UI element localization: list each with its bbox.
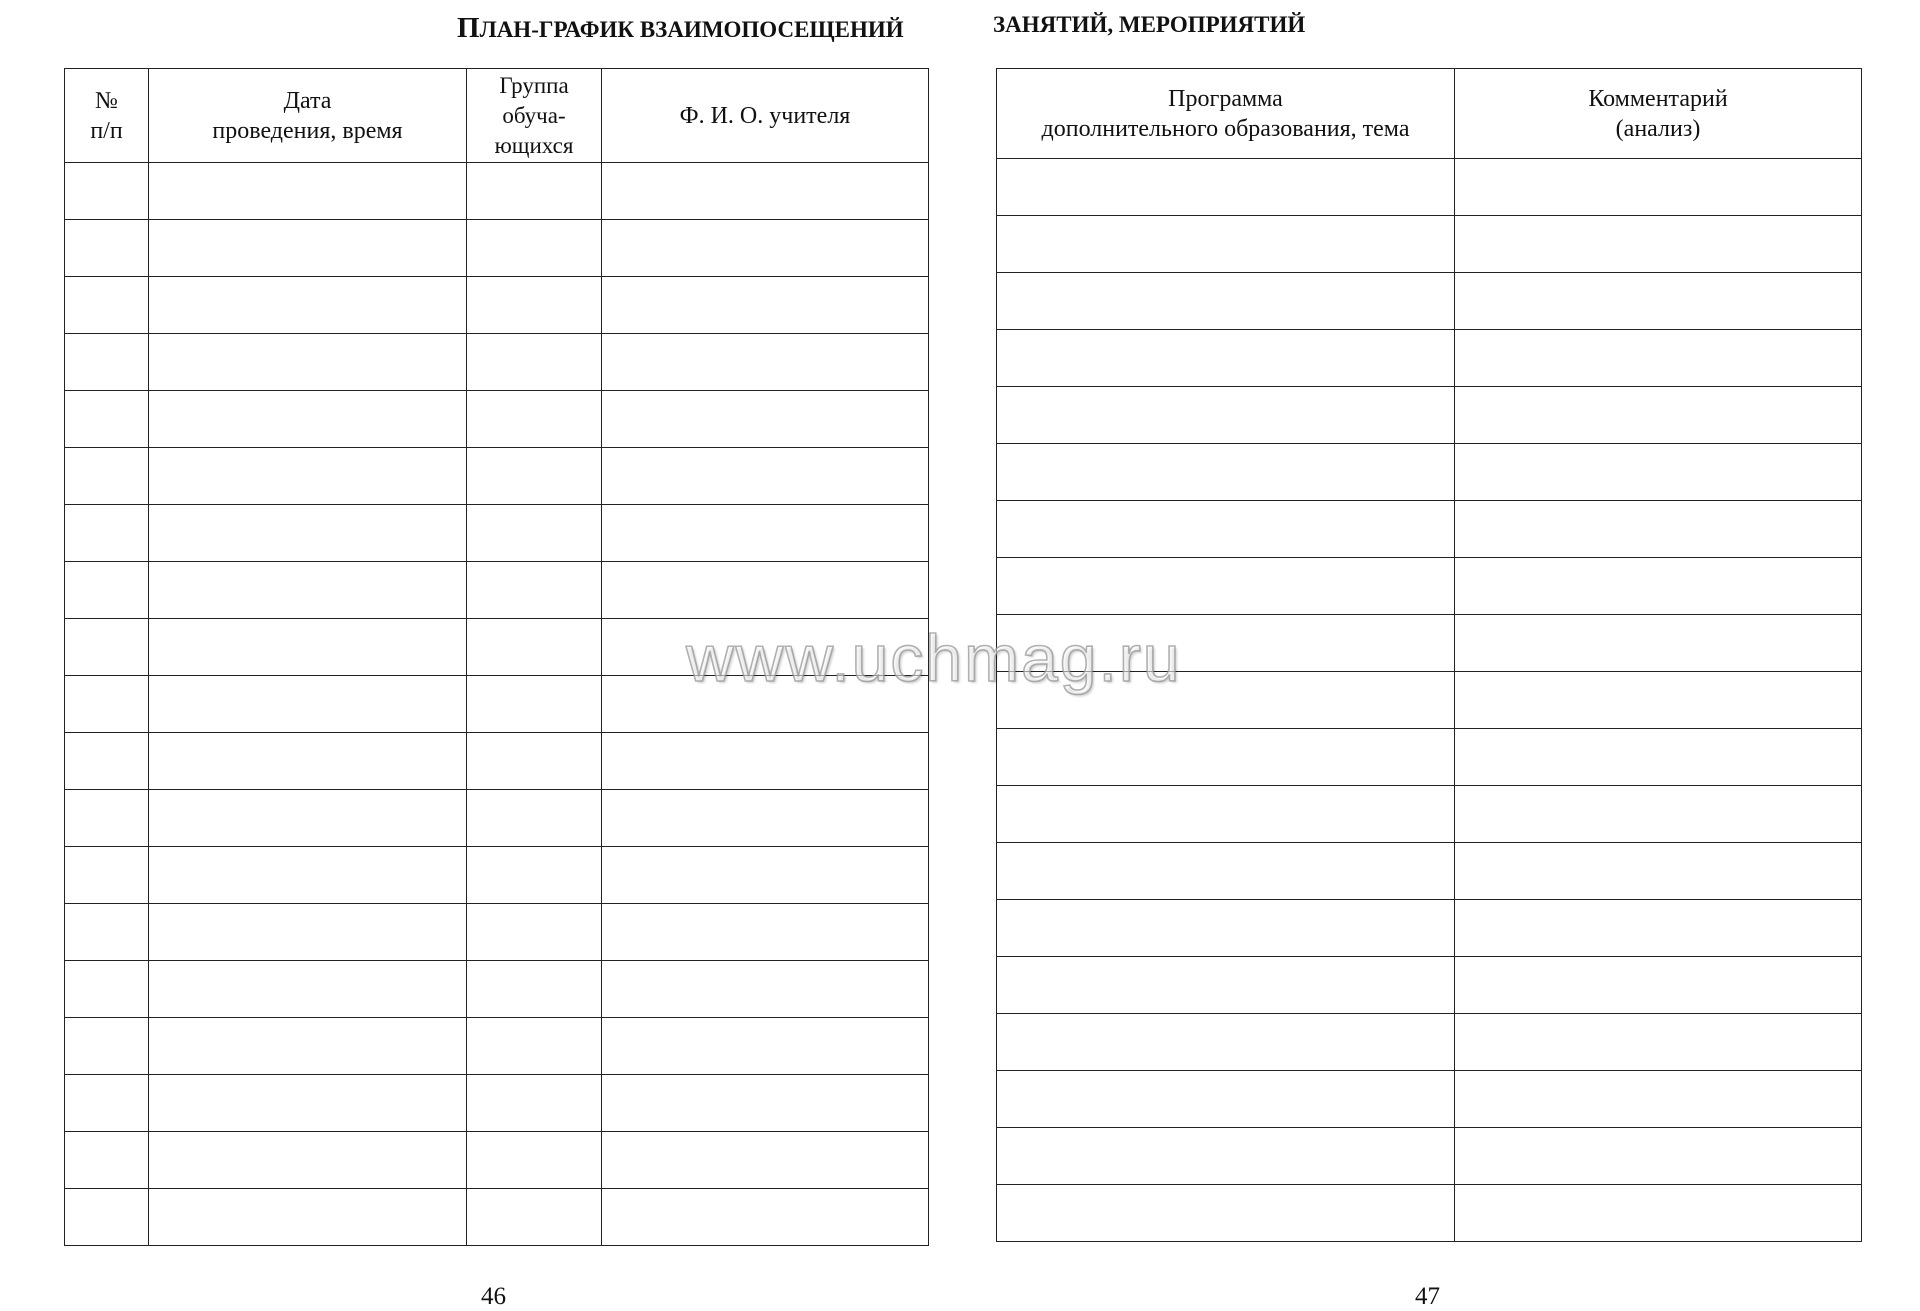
- left-table-cell[interactable]: [149, 961, 467, 1018]
- left-table-cell[interactable]: [149, 505, 467, 562]
- right-table-row: [997, 330, 1862, 387]
- left-table-cell[interactable]: [467, 1075, 602, 1132]
- column-header-program: [997, 69, 1455, 159]
- left-table-cell[interactable]: [149, 790, 467, 847]
- left-table-cell[interactable]: [149, 562, 467, 619]
- left-table-cell[interactable]: [467, 163, 602, 220]
- right-table-cell[interactable]: [1455, 1185, 1862, 1242]
- left-table-cell[interactable]: [65, 334, 149, 391]
- left-page-number: 46: [481, 1283, 506, 1310]
- left-table-row: [65, 163, 929, 220]
- left-table-cell[interactable]: [467, 334, 602, 391]
- left-table-cell[interactable]: [65, 220, 149, 277]
- watermark: www.uchmag.ru: [686, 621, 1182, 695]
- left-table-cell[interactable]: [602, 1189, 929, 1246]
- right-table-cell[interactable]: [1455, 330, 1862, 387]
- right-table-cell[interactable]: [1455, 729, 1862, 786]
- left-table-cell[interactable]: [149, 1075, 467, 1132]
- left-table-cell[interactable]: [149, 676, 467, 733]
- left-table-row: [65, 220, 929, 277]
- left-table-cell[interactable]: [65, 1132, 149, 1189]
- right-table-cell[interactable]: [1455, 672, 1862, 729]
- left-table-cell[interactable]: [65, 277, 149, 334]
- left-schedule-table: [64, 68, 929, 1246]
- left-table-cell[interactable]: [602, 163, 929, 220]
- left-table-cell[interactable]: [602, 334, 929, 391]
- column-header-teacher-line1: Ф. И. О. учителя: [679, 102, 851, 129]
- right-table-cell[interactable]: [997, 957, 1455, 1014]
- right-table-cell[interactable]: [1455, 273, 1862, 330]
- right-table-row: [997, 786, 1862, 843]
- right-table-cell[interactable]: [1455, 1014, 1862, 1071]
- left-table-row: [65, 334, 929, 391]
- right-table-cell[interactable]: [1455, 558, 1862, 615]
- left-table-cell[interactable]: [602, 1132, 929, 1189]
- left-table-row: [65, 904, 929, 961]
- left-table-cell[interactable]: [467, 904, 602, 961]
- column-header-number-line1: №: [95, 87, 118, 114]
- left-table-cell[interactable]: [467, 619, 602, 676]
- left-table-cell[interactable]: [602, 448, 929, 505]
- left-table-cell[interactable]: [65, 1075, 149, 1132]
- left-table-row: [65, 790, 929, 847]
- left-table-cell[interactable]: [65, 448, 149, 505]
- left-table-cell[interactable]: [467, 277, 602, 334]
- right-table-cell[interactable]: [997, 558, 1455, 615]
- right-table-cell[interactable]: [1455, 843, 1862, 900]
- right-table-cell[interactable]: [997, 273, 1455, 330]
- left-table-row: [65, 847, 929, 904]
- right-table-cell[interactable]: [997, 900, 1455, 957]
- left-table-cell[interactable]: [149, 1189, 467, 1246]
- right-table-cell[interactable]: [1455, 216, 1862, 273]
- column-header-group-line2: обуча-: [502, 102, 566, 128]
- left-table-cell[interactable]: [149, 391, 467, 448]
- right-table-row: [997, 216, 1862, 273]
- left-table-cell[interactable]: [467, 733, 602, 790]
- column-header-group-line3: ющихся: [494, 132, 574, 158]
- right-table-cell[interactable]: [997, 1071, 1455, 1128]
- left-table-row: [65, 448, 929, 505]
- left-table-cell[interactable]: [65, 733, 149, 790]
- left-page-title: ПЛАН-ГРАФИК ВЗАИМОПОСЕЩЕНИЙ: [457, 12, 904, 44]
- left-table-row: [65, 277, 929, 334]
- right-table-row: [997, 615, 1862, 672]
- left-table-cell[interactable]: [602, 562, 929, 619]
- left-table-cell[interactable]: [149, 619, 467, 676]
- left-table-cell[interactable]: [65, 847, 149, 904]
- left-table-body: [65, 163, 929, 1246]
- right-table-row: [997, 957, 1862, 1014]
- left-table-cell[interactable]: [602, 505, 929, 562]
- right-table-cell[interactable]: [997, 615, 1455, 672]
- left-table-row: [65, 1075, 929, 1132]
- left-table-cell[interactable]: [149, 904, 467, 961]
- left-table-cell[interactable]: [149, 334, 467, 391]
- right-table-row: [997, 1014, 1862, 1071]
- right-table-row: [997, 387, 1862, 444]
- left-table-cell[interactable]: [467, 505, 602, 562]
- right-table-cell[interactable]: [997, 159, 1455, 216]
- left-table-cell[interactable]: [149, 1132, 467, 1189]
- left-table-cell[interactable]: [467, 676, 602, 733]
- right-table-cell[interactable]: [997, 1128, 1455, 1185]
- right-table-row: [997, 729, 1862, 786]
- column-header-comment-line1: Комментарий: [1588, 85, 1728, 112]
- left-table-cell[interactable]: [65, 961, 149, 1018]
- right-table-row: [997, 501, 1862, 558]
- right-table-cell[interactable]: [997, 216, 1455, 273]
- left-table-cell[interactable]: [602, 1075, 929, 1132]
- column-header-group-line1: Группа: [499, 72, 569, 98]
- right-table-cell[interactable]: [997, 729, 1455, 786]
- column-header-comment: [1455, 69, 1862, 159]
- right-table-row: [997, 444, 1862, 501]
- left-table-cell[interactable]: [149, 448, 467, 505]
- column-header-date: [149, 69, 467, 163]
- left-table-cell[interactable]: [602, 277, 929, 334]
- right-table-row: [997, 1071, 1862, 1128]
- left-table-cell[interactable]: [602, 961, 929, 1018]
- column-header-teacher: [602, 69, 929, 163]
- column-header-program-line1: Программа: [1168, 85, 1283, 112]
- right-schedule-table: [996, 68, 1862, 1242]
- left-table-cell[interactable]: [602, 220, 929, 277]
- left-table-cell[interactable]: [602, 391, 929, 448]
- left-table-row: [65, 1189, 929, 1246]
- column-header-number: [65, 69, 149, 163]
- left-table-cell[interactable]: [65, 904, 149, 961]
- column-header-date-line1: Дата: [283, 87, 332, 114]
- right-table-cell[interactable]: [997, 843, 1455, 900]
- right-table-row: [997, 1185, 1862, 1242]
- right-table-cell[interactable]: [1455, 957, 1862, 1014]
- right-table-row: [997, 273, 1862, 330]
- left-table-cell[interactable]: [65, 505, 149, 562]
- left-table-cell[interactable]: [602, 790, 929, 847]
- right-table-cell[interactable]: [1455, 900, 1862, 957]
- right-page-title: ЗАНЯТИЙ, МЕРОПРИЯТИЙ: [993, 12, 1306, 37]
- left-table-cell[interactable]: [65, 790, 149, 847]
- right-header-row: [997, 69, 1862, 159]
- right-table-row: [997, 159, 1862, 216]
- left-table-row: [65, 676, 929, 733]
- left-table-cell[interactable]: [149, 163, 467, 220]
- column-header-program-line2: дополнительного образования, тема: [1041, 115, 1410, 142]
- right-table-row: [997, 1128, 1862, 1185]
- left-table-cell[interactable]: [65, 619, 149, 676]
- right-table-cell[interactable]: [1455, 444, 1862, 501]
- right-table-cell[interactable]: [1455, 1128, 1862, 1185]
- left-table-row: [65, 961, 929, 1018]
- left-header-row: [65, 69, 929, 163]
- left-table-cell[interactable]: [467, 847, 602, 904]
- left-table-cell[interactable]: [149, 1018, 467, 1075]
- column-header-date-line2: проведения, время: [212, 117, 403, 144]
- column-header-comment-line2: (анализ): [1615, 115, 1701, 142]
- right-table-row: [997, 843, 1862, 900]
- left-table-cell[interactable]: [467, 562, 602, 619]
- left-table-row: [65, 733, 929, 790]
- column-header-number-line2: п/п: [90, 117, 123, 144]
- left-table-cell[interactable]: [602, 619, 929, 676]
- right-table-cell[interactable]: [1455, 159, 1862, 216]
- right-table-cell[interactable]: [1455, 501, 1862, 558]
- right-table-cell[interactable]: [997, 672, 1455, 729]
- right-table-row: [997, 558, 1862, 615]
- left-table-cell[interactable]: [65, 562, 149, 619]
- left-table-cell[interactable]: [149, 277, 467, 334]
- left-table-cell[interactable]: [467, 1189, 602, 1246]
- column-header-group: [467, 69, 602, 163]
- left-table-row: [65, 1018, 929, 1075]
- left-table-cell[interactable]: [149, 220, 467, 277]
- right-table-cell[interactable]: [997, 330, 1455, 387]
- left-table-cell[interactable]: [467, 391, 602, 448]
- left-table-cell[interactable]: [65, 163, 149, 220]
- left-table-cell[interactable]: [602, 1018, 929, 1075]
- left-table-cell[interactable]: [467, 790, 602, 847]
- right-table-cell[interactable]: [1455, 387, 1862, 444]
- left-table-cell[interactable]: [467, 220, 602, 277]
- left-table-cell[interactable]: [467, 1018, 602, 1075]
- left-table-row: [65, 619, 929, 676]
- left-table-cell[interactable]: [65, 1018, 149, 1075]
- right-table-cell[interactable]: [997, 444, 1455, 501]
- right-table-cell[interactable]: [997, 786, 1455, 843]
- left-table-row: [65, 505, 929, 562]
- right-table-cell[interactable]: [997, 1185, 1455, 1242]
- right-table-cell[interactable]: [1455, 1071, 1862, 1128]
- right-table-cell[interactable]: [997, 501, 1455, 558]
- right-page-number: 47: [1415, 1283, 1440, 1310]
- left-table-cell[interactable]: [602, 676, 929, 733]
- left-table-row: [65, 391, 929, 448]
- left-table-cell[interactable]: [602, 904, 929, 961]
- left-table-row: [65, 1132, 929, 1189]
- left-table-cell[interactable]: [65, 676, 149, 733]
- right-table-cell[interactable]: [997, 1014, 1455, 1071]
- right-table-row: [997, 672, 1862, 729]
- right-table-cell[interactable]: [997, 387, 1455, 444]
- left-table-cell[interactable]: [602, 847, 929, 904]
- right-table-cell[interactable]: [1455, 786, 1862, 843]
- left-table-cell[interactable]: [149, 733, 467, 790]
- right-table-body: [997, 159, 1862, 1242]
- left-table-row: [65, 562, 929, 619]
- right-table-cell[interactable]: [1455, 615, 1862, 672]
- left-table-cell[interactable]: [65, 1189, 149, 1246]
- left-table-cell[interactable]: [467, 448, 602, 505]
- left-table-cell[interactable]: [149, 847, 467, 904]
- right-table-row: [997, 900, 1862, 957]
- left-table-cell[interactable]: [65, 391, 149, 448]
- left-table-cell[interactable]: [467, 961, 602, 1018]
- left-table-cell[interactable]: [467, 1132, 602, 1189]
- left-table-cell[interactable]: [602, 733, 929, 790]
